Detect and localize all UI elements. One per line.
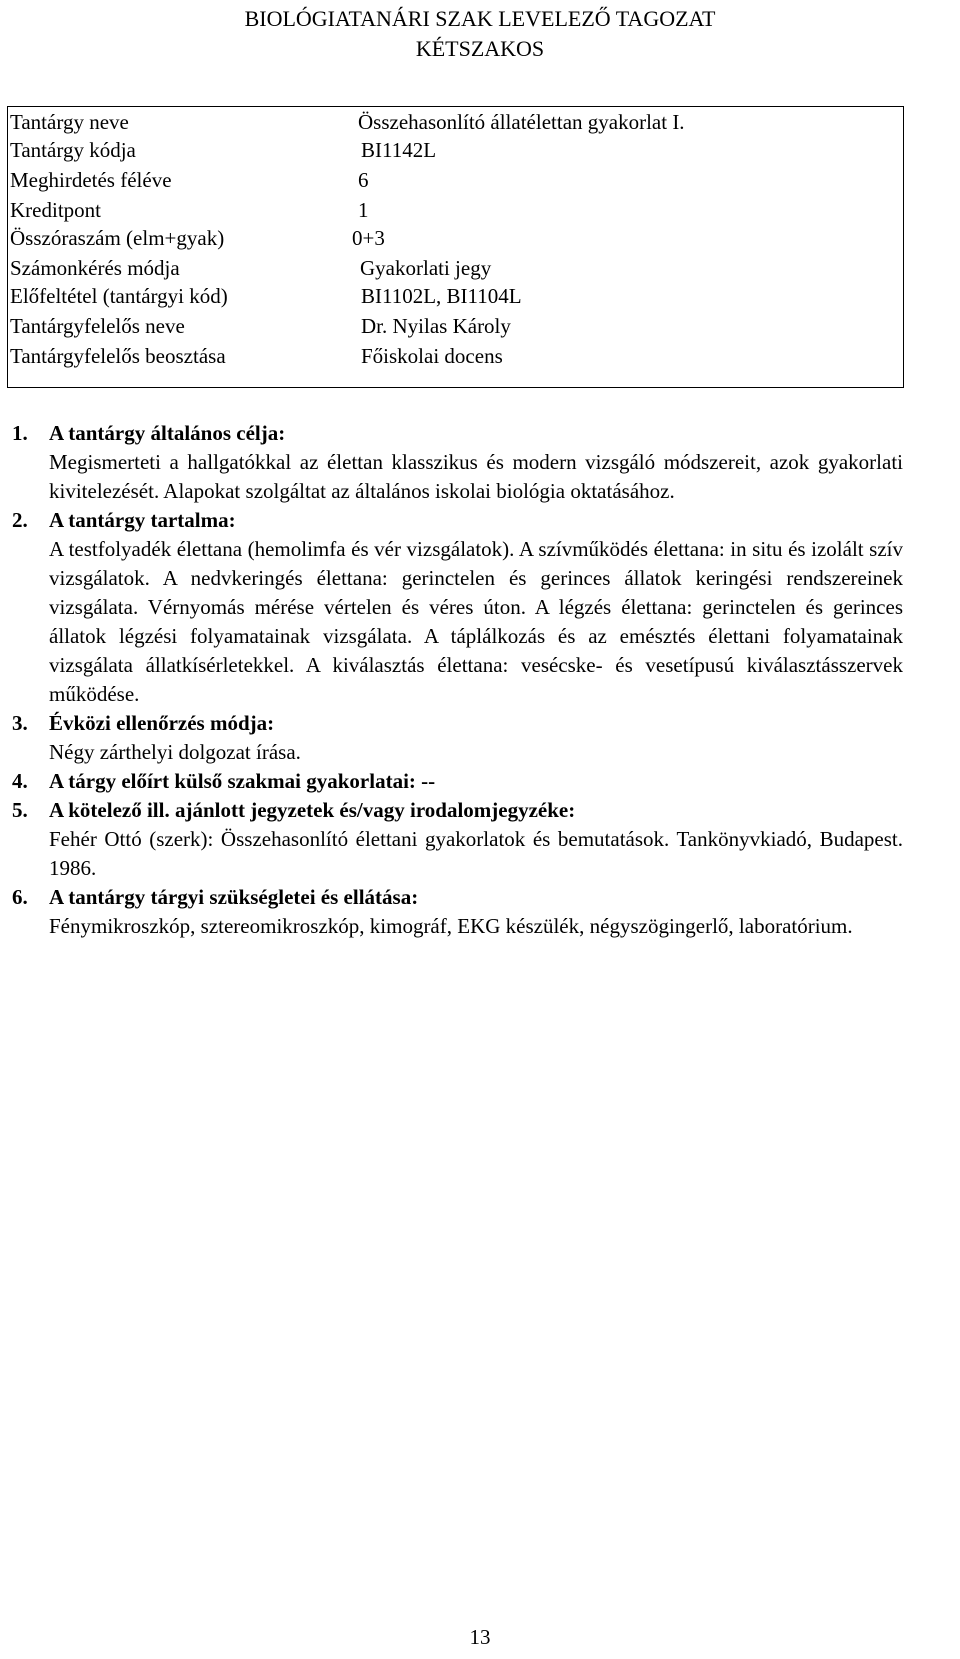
- info-row-prerequisite: [10, 281, 900, 311]
- info-value: Főiskolai docens: [361, 344, 503, 368]
- header-line-2: KÉTSZAKOS: [415, 36, 545, 61]
- section-requirements: [0, 883, 960, 941]
- section-number: 3.: [12, 711, 28, 735]
- info-label: Kreditpont: [10, 198, 101, 222]
- info-value: BI1142L: [361, 138, 437, 162]
- info-label: Tantárgyfelelős neve: [10, 314, 185, 338]
- course-info-table: [7, 106, 904, 388]
- info-value: 1: [358, 198, 369, 222]
- info-label: Számonkérés módja: [10, 256, 180, 280]
- info-row-assessment: [10, 253, 900, 283]
- info-value: Dr. Nyilas Károly: [361, 314, 511, 338]
- page-number: 13: [469, 1625, 491, 1649]
- section-body: Megismerteti a hallgatókkal az élettan klasszikus és modern vizsgáló módszereit, azok gyakorlati kivitelezését. Alapokat szolgáltat az általános iskolai biológia oktatásához.: [49, 450, 903, 503]
- info-label: Tantárgy neve: [10, 110, 129, 134]
- section-heading: [0, 796, 960, 825]
- section-number: 6.: [12, 885, 28, 909]
- info-row-course-code: [10, 135, 900, 165]
- info-value: BI1102L, BI1104L: [361, 284, 522, 308]
- section-title: Évközi ellenőrzés módja:: [49, 711, 275, 735]
- section-body: A testfolyadék élettana (hemolimfa és vér vizsgálatok). A szívműködés élettana: in situ és izolált szív vizsgálatok. A nedvkeringés élettana: gerinctelen és gerinces állatok keringési rendszereinek vizsgálata. Vérnyomás mérése vértelen és véres úton. A légzés élettana: gerinctelen és gerinces állatok légzési folyamatainak vizsgálata. A táplálkozás és az emésztés élettani folyamatainak vizsgálata állatkísérletekkel. A kiválasztás élettana: vesécske- és vesetípusú kiválasztásszervek működése.: [49, 537, 903, 706]
- info-label: Összóraszám (elm+gyak): [10, 226, 225, 250]
- section-body: Fehér Ottó (szerk): Összehasonlító élettani gyakorlatok és bemutatások. Tankönyvkiadó, Budapest. 1986.: [49, 827, 903, 880]
- section-heading: [0, 506, 960, 535]
- info-value: 0+3: [352, 226, 385, 250]
- section-title: A tantárgy tárgyi szükségletei és ellátása:: [49, 885, 419, 909]
- info-value: Összehasonlító állatélettan gyakorlat I.: [358, 110, 685, 134]
- info-label: Tantárgy kódja: [10, 138, 136, 162]
- info-row-hours: [10, 223, 900, 253]
- section-number: 1.: [12, 421, 28, 445]
- section-number: 4.: [12, 769, 28, 793]
- section-title: A tantárgy általános célja:: [49, 421, 286, 445]
- section-heading: [0, 883, 960, 912]
- info-row-semester: [10, 165, 900, 195]
- section-general-goal: [0, 419, 960, 506]
- section-title: A tárgy előírt külső szakmai gyakorlatai: --: [49, 769, 436, 793]
- info-value: Gyakorlati jegy: [360, 256, 492, 280]
- info-label: Tantárgyfelelős beosztása: [10, 344, 226, 368]
- section-heading: [0, 419, 960, 448]
- course-sections: [0, 419, 960, 941]
- info-value: 6: [358, 168, 369, 192]
- section-body: Négy zárthelyi dolgozat írása.: [49, 740, 301, 764]
- info-label: Meghirdetés féléve: [10, 168, 172, 192]
- info-row-responsible-name: [10, 311, 900, 341]
- info-row-course-name: [10, 107, 900, 137]
- section-content: [0, 506, 960, 709]
- info-label: Előfeltétel (tantárgyi kód): [10, 284, 228, 308]
- section-title: A kötelező ill. ajánlott jegyzetek és/vagy irodalomjegyzéke:: [49, 798, 576, 822]
- section-number: 2.: [12, 508, 28, 532]
- section-external-practice: [0, 767, 960, 796]
- section-bibliography: [0, 796, 960, 883]
- section-assessment: [0, 709, 960, 767]
- header-line-1: BIOLÓGIATANÁRI SZAK LEVELEZŐ TAGOZAT: [244, 6, 716, 31]
- section-number: 5.: [12, 798, 28, 822]
- section-heading: [0, 709, 960, 738]
- section-title: A tantárgy tartalma:: [49, 508, 236, 532]
- info-row-responsible-position: [10, 341, 900, 371]
- section-heading: [0, 767, 960, 796]
- document-header: [0, 4, 960, 64]
- section-body: Fénymikroszkóp, sztereomikroszkóp, kimográf, EKG készülék, négyszögingerlő, laboratórium.: [49, 914, 853, 938]
- info-row-credits: [10, 195, 900, 225]
